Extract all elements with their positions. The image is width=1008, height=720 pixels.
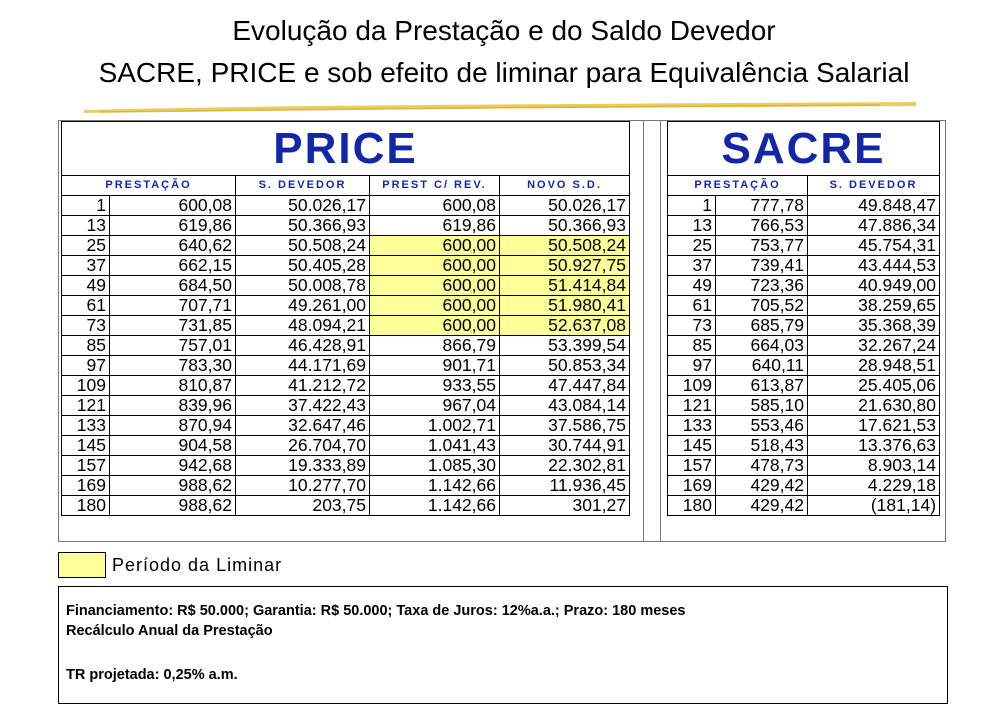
page-title: Evolução da Prestação e do Saldo Devedor: [232, 15, 776, 46]
table-row: [62, 336, 630, 356]
table-row: [62, 296, 630, 316]
price-month-cell: 109: [62, 376, 110, 396]
price-prest-rev-cell: 619,86: [370, 216, 500, 236]
sacre-month-cell: 121: [668, 396, 716, 416]
sacre-saldo-cell: 47.886,34: [808, 216, 940, 236]
price-novo-sd-cell: 50.853,34: [500, 356, 630, 376]
table-row: [668, 376, 940, 396]
price-novo-sd-cell: 52.637,08: [500, 316, 630, 336]
price-novo-sd-cell: 30.744,91: [500, 436, 630, 456]
sacre-prestacao-cell: 753,77: [716, 236, 808, 256]
price-prestacao-cell: 839,96: [110, 396, 236, 416]
price-prestacao-cell: 640,62: [110, 236, 236, 256]
sacre-month-cell: 73: [668, 316, 716, 336]
legend-label: Período da Liminar: [112, 555, 283, 575]
sacre-month-cell: 25: [668, 236, 716, 256]
sacre-prestacao-cell: 664,03: [716, 336, 808, 356]
price-prest-rev-cell: 600,00: [370, 276, 500, 296]
price-prestacao-cell: 988,62: [110, 496, 236, 516]
note-recalc: Recálculo Anual da Prestação: [66, 623, 273, 639]
price-saldo-cell: 50.008,78: [236, 276, 370, 296]
sacre-month-cell: 1: [668, 196, 716, 216]
note-tr: TR projetada: 0,25% a.m.: [66, 667, 238, 683]
price-prest-rev-cell: 967,04: [370, 396, 500, 416]
sacre-saldo-cell: 4.229,18: [808, 476, 940, 496]
sacre-saldo-cell: 17.621,53: [808, 416, 940, 436]
table-row: [62, 316, 630, 336]
price-prest-rev-cell: 933,55: [370, 376, 500, 396]
sacre-table: [667, 121, 940, 516]
sacre-saldo-cell: 38.259,65: [808, 296, 940, 316]
price-header-prestacao: PRESTAÇÃO: [62, 176, 236, 196]
table-row: [668, 396, 940, 416]
price-month-cell: 169: [62, 476, 110, 496]
sacre-saldo-cell: (181,14): [808, 496, 940, 516]
price-saldo-cell: 49.261,00: [236, 296, 370, 316]
price-prest-rev-cell: 1.002,71: [370, 416, 500, 436]
price-novo-sd-cell: 51.980,41: [500, 296, 630, 316]
price-saldo-cell: 50.405,28: [236, 256, 370, 276]
title-underline-brush: [80, 96, 920, 118]
price-month-cell: 1: [62, 196, 110, 216]
price-prestacao-cell: 870,94: [110, 416, 236, 436]
price-saldo-cell: 32.647,46: [236, 416, 370, 436]
table-row: [668, 296, 940, 316]
price-novo-sd-cell: 47.447,84: [500, 376, 630, 396]
sacre-saldo-cell: 45.754,31: [808, 236, 940, 256]
sacre-prestacao-cell: 478,73: [716, 456, 808, 476]
price-prest-rev-cell: 600,08: [370, 196, 500, 216]
price-prest-rev-cell: 901,71: [370, 356, 500, 376]
price-novo-sd-cell: 37.586,75: [500, 416, 630, 436]
price-month-cell: 13: [62, 216, 110, 236]
table-row: [668, 356, 940, 376]
price-saldo-cell: 46.428,91: [236, 336, 370, 356]
sacre-saldo-cell: 28.948,51: [808, 356, 940, 376]
sacre-saldo-cell: 32.267,24: [808, 336, 940, 356]
price-prest-rev-cell: 1.085,30: [370, 456, 500, 476]
sacre-month-cell: 169: [668, 476, 716, 496]
sacre-month-cell: 180: [668, 496, 716, 516]
table-row: [62, 196, 630, 216]
price-novo-sd-cell: 301,27: [500, 496, 630, 516]
table-row: [668, 336, 940, 356]
price-novo-sd-cell: 50.508,24: [500, 236, 630, 256]
price-prestacao-cell: 783,30: [110, 356, 236, 376]
price-month-cell: 133: [62, 416, 110, 436]
price-prestacao-cell: 988,62: [110, 476, 236, 496]
sacre-prestacao-cell: 429,42: [716, 476, 808, 496]
price-prest-rev-cell: 600,00: [370, 296, 500, 316]
sacre-saldo-cell: 49.848,47: [808, 196, 940, 216]
price-prestacao-cell: 757,01: [110, 336, 236, 356]
price-saldo-cell: 50.026,17: [236, 196, 370, 216]
sacre-prestacao-cell: 739,41: [716, 256, 808, 276]
sacre-prestacao-cell: 429,42: [716, 496, 808, 516]
price-month-cell: 85: [62, 336, 110, 356]
sacre-prestacao-cell: 613,87: [716, 376, 808, 396]
price-prestacao-cell: 707,71: [110, 296, 236, 316]
price-novo-sd-cell: 51.414,84: [500, 276, 630, 296]
sacre-month-cell: 85: [668, 336, 716, 356]
sacre-saldo-cell: 13.376,63: [808, 436, 940, 456]
price-prestacao-cell: 810,87: [110, 376, 236, 396]
column-gap: [643, 121, 661, 541]
table-row: [62, 436, 630, 456]
note-financing: Financiamento: R$ 50.000; Garantia: R$ 50.000; Taxa de Juros: 12%a.a.; Prazo: 180 meses: [66, 603, 686, 619]
sacre-saldo-cell: 40.949,00: [808, 276, 940, 296]
price-prest-rev-cell: 866,79: [370, 336, 500, 356]
legend-swatch: [58, 552, 106, 578]
price-saldo-cell: 10.277,70: [236, 476, 370, 496]
price-saldo-cell: 44.171,69: [236, 356, 370, 376]
sacre-header-prestacao: PRESTAÇÃO: [668, 176, 808, 196]
price-novo-sd-cell: 43.084,14: [500, 396, 630, 416]
price-saldo-cell: 37.422,43: [236, 396, 370, 416]
price-header-saldo: S. DEVEDOR: [236, 176, 370, 196]
table-row: [668, 476, 940, 496]
price-novo-sd-cell: 22.302,81: [500, 456, 630, 476]
table-row: [62, 236, 630, 256]
sacre-month-cell: 97: [668, 356, 716, 376]
table-row: [668, 196, 940, 216]
price-header-prest-rev: PREST C/ REV.: [370, 176, 500, 196]
sacre-saldo-cell: 35.368,39: [808, 316, 940, 336]
sacre-month-cell: 145: [668, 436, 716, 456]
price-month-cell: 25: [62, 236, 110, 256]
sacre-title: SACRE: [668, 122, 940, 176]
price-prest-rev-cell: 1.041,43: [370, 436, 500, 456]
spreadsheet-area: [58, 120, 946, 542]
notes-box: [58, 586, 948, 704]
price-prestacao-cell: 600,08: [110, 196, 236, 216]
price-novo-sd-cell: 50.366,93: [500, 216, 630, 236]
sacre-prestacao-cell: 705,52: [716, 296, 808, 316]
price-month-cell: 97: [62, 356, 110, 376]
sacre-month-cell: 109: [668, 376, 716, 396]
table-row: [62, 376, 630, 396]
sacre-prestacao-cell: 766,53: [716, 216, 808, 236]
price-prestacao-cell: 904,58: [110, 436, 236, 456]
price-month-cell: 180: [62, 496, 110, 516]
sacre-saldo-cell: 8.903,14: [808, 456, 940, 476]
price-prest-rev-cell: 1.142,66: [370, 496, 500, 516]
price-saldo-cell: 203,75: [236, 496, 370, 516]
price-prestacao-cell: 619,86: [110, 216, 236, 236]
price-prestacao-cell: 942,68: [110, 456, 236, 476]
table-row: [668, 436, 940, 456]
table-row: [668, 316, 940, 336]
table-row: [62, 396, 630, 416]
price-table: [61, 121, 630, 516]
price-novo-sd-cell: 50.927,75: [500, 256, 630, 276]
price-saldo-cell: 50.508,24: [236, 236, 370, 256]
price-saldo-cell: 50.366,93: [236, 216, 370, 236]
sacre-prestacao-cell: 640,11: [716, 356, 808, 376]
price-month-cell: 145: [62, 436, 110, 456]
sacre-saldo-cell: 25.405,06: [808, 376, 940, 396]
table-row: [668, 456, 940, 476]
price-saldo-cell: 26.704,70: [236, 436, 370, 456]
table-row: [668, 496, 940, 516]
price-saldo-cell: 19.333,89: [236, 456, 370, 476]
table-row: [668, 236, 940, 256]
price-month-cell: 37: [62, 256, 110, 276]
price-novo-sd-cell: 11.936,45: [500, 476, 630, 496]
table-row: [62, 276, 630, 296]
table-row: [668, 276, 940, 296]
price-header-novo-sd: NOVO S.D.: [500, 176, 630, 196]
table-row: [62, 256, 630, 276]
sacre-header-saldo: S. DEVEDOR: [808, 176, 940, 196]
price-prestacao-cell: 684,50: [110, 276, 236, 296]
sacre-saldo-cell: 43.444,53: [808, 256, 940, 276]
sacre-prestacao-cell: 777,78: [716, 196, 808, 216]
price-saldo-cell: 41.212,72: [236, 376, 370, 396]
page-subtitle: SACRE, PRICE e sob efeito de liminar para Equivalência Salarial: [98, 57, 910, 88]
table-row: [62, 476, 630, 496]
table-row: [62, 496, 630, 516]
sacre-prestacao-cell: 585,10: [716, 396, 808, 416]
sacre-saldo-cell: 21.630,80: [808, 396, 940, 416]
table-row: [62, 216, 630, 236]
price-month-cell: 49: [62, 276, 110, 296]
price-title: PRICE: [62, 122, 630, 176]
table-row: [62, 456, 630, 476]
sacre-prestacao-cell: 518,43: [716, 436, 808, 456]
sacre-month-cell: 157: [668, 456, 716, 476]
price-prest-rev-cell: 600,00: [370, 236, 500, 256]
sacre-month-cell: 133: [668, 416, 716, 436]
price-novo-sd-cell: 53.399,54: [500, 336, 630, 356]
table-row: [62, 416, 630, 436]
price-prestacao-cell: 731,85: [110, 316, 236, 336]
price-saldo-cell: 48.094,21: [236, 316, 370, 336]
table-row: [62, 356, 630, 376]
price-month-cell: 73: [62, 316, 110, 336]
price-month-cell: 121: [62, 396, 110, 416]
price-prest-rev-cell: 1.142,66: [370, 476, 500, 496]
sacre-prestacao-cell: 685,79: [716, 316, 808, 336]
sacre-prestacao-cell: 723,36: [716, 276, 808, 296]
price-month-cell: 61: [62, 296, 110, 316]
table-row: [668, 216, 940, 236]
price-prest-rev-cell: 600,00: [370, 316, 500, 336]
price-month-cell: 157: [62, 456, 110, 476]
sacre-prestacao-cell: 553,46: [716, 416, 808, 436]
table-row: [668, 256, 940, 276]
table-row: [668, 416, 940, 436]
price-prestacao-cell: 662,15: [110, 256, 236, 276]
sacre-month-cell: 49: [668, 276, 716, 296]
price-novo-sd-cell: 50.026,17: [500, 196, 630, 216]
sacre-month-cell: 37: [668, 256, 716, 276]
sacre-month-cell: 61: [668, 296, 716, 316]
sacre-month-cell: 13: [668, 216, 716, 236]
price-prest-rev-cell: 600,00: [370, 256, 500, 276]
